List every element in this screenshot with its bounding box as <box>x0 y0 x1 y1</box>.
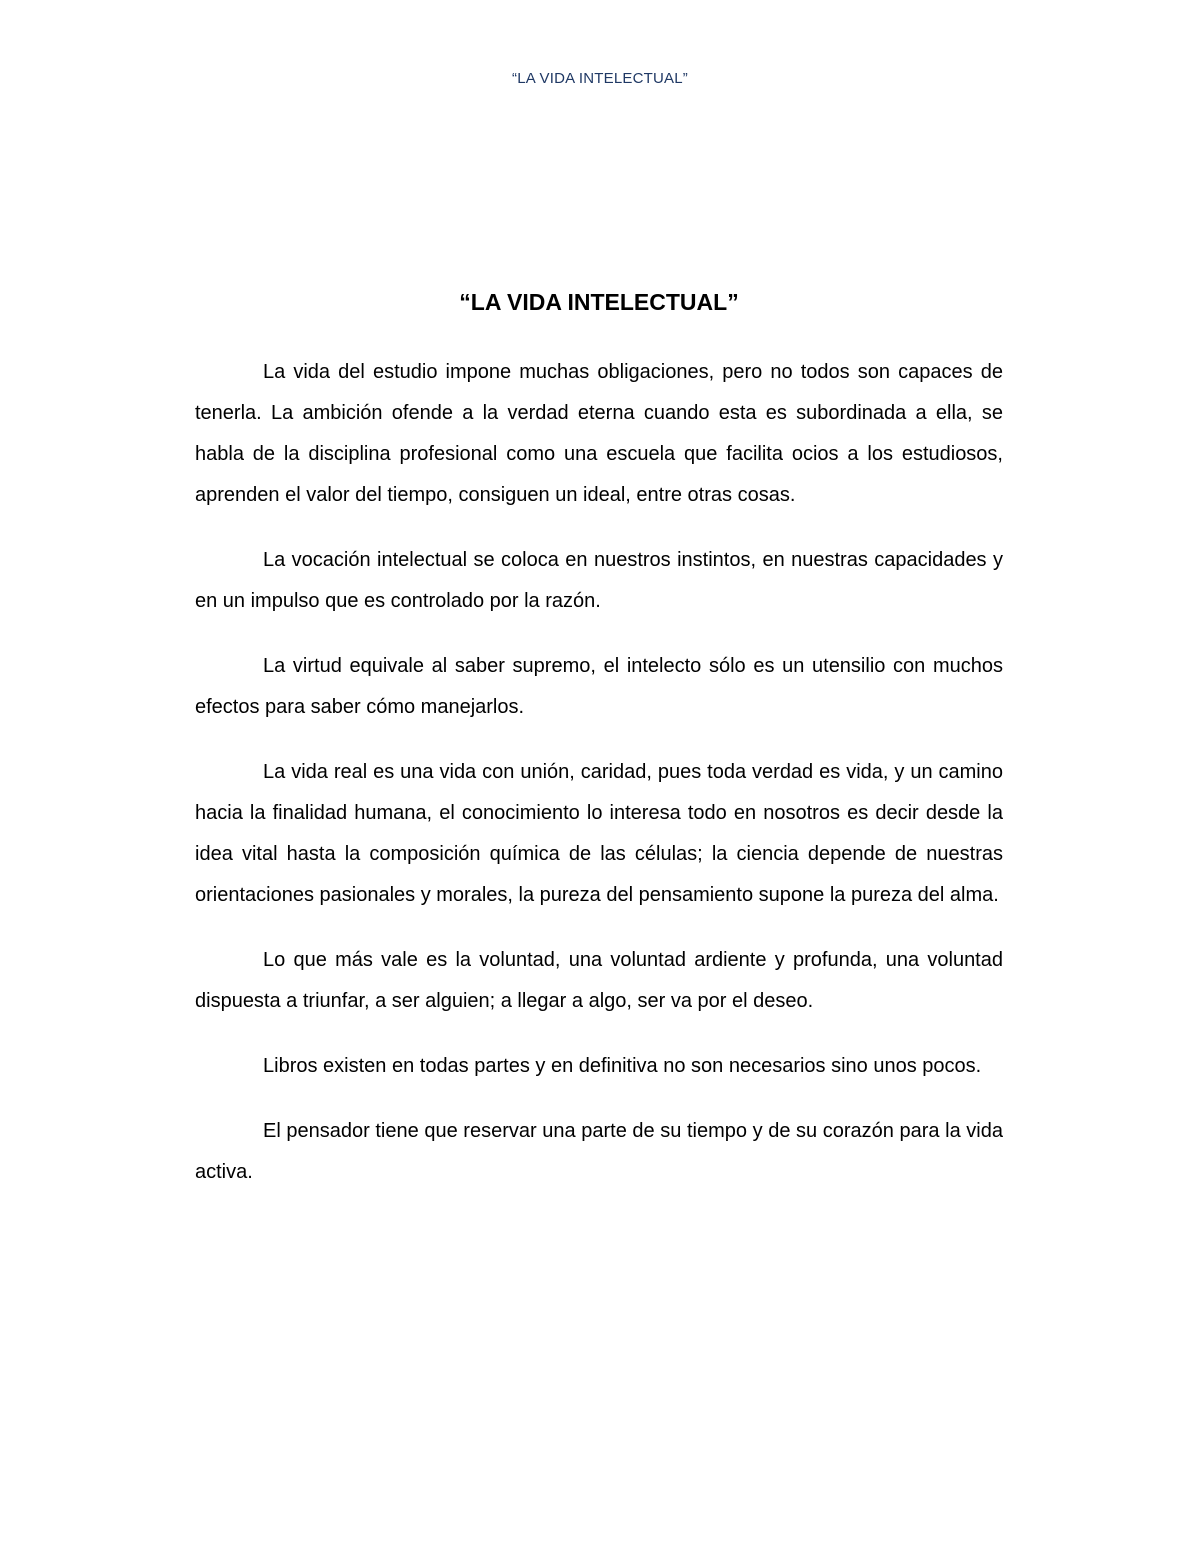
paragraph-5: Lo que más vale es la voluntad, una voluntad ardiente y profunda, una voluntad dispuesta a triunfar, a ser alguien; a llegar a algo, ser va por el deseo. <box>195 949 1003 1012</box>
paragraph-2: La vocación intelectual se coloca en nuestros instintos, en nuestras capacidades y en un impulso que es controlado por la razón. <box>195 549 1003 612</box>
paragraph-3: La virtud equivale al saber supremo, el intelecto sólo es un utensilio con muchos efectos para saber cómo manejarlos. <box>195 655 1003 718</box>
paragraph-4: La vida real es una vida con unión, caridad, pues toda verdad es vida, y un camino hacia la finalidad humana, el conocimiento lo interesa todo en nosotros es decir desde la idea vital hasta la composición química de las células; la ciencia depende de nuestras orientaciones pasionales y morales, la pureza del pensamiento supone la pureza del alma. <box>195 761 1003 906</box>
paragraph-7: El pensador tiene que reservar una parte de su tiempo y de su corazón para la vida activa. <box>195 1120 1003 1183</box>
paragraph-6: Libros existen en todas partes y en definitiva no son necesarios sino unos pocos. <box>263 1055 982 1077</box>
document-title: “LA VIDA INTELECTUAL” <box>459 289 739 315</box>
running-header: “LA VIDA INTELECTUAL” <box>512 70 688 87</box>
document-body <box>195 280 1003 1217</box>
paragraph-1: La vida del estudio impone muchas obligaciones, pero no todos son capaces de tenerla. La ambición ofende a la verdad eterna cuando esta es subordinada a ella, se habla de la disciplina profesional como una escuela que facilita ocios a los estudiosos, aprenden el valor del tiempo, consiguen un ideal, entre otras cosas. <box>195 361 1003 506</box>
